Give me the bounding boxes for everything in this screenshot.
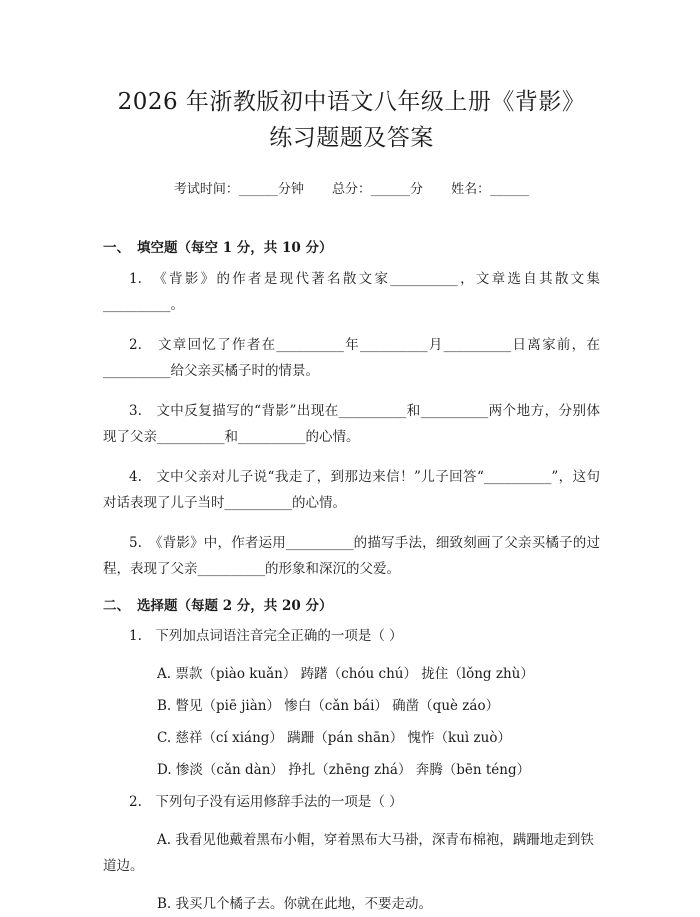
section-2-title: 选择题（每题 2 分，共 20 分）: [137, 598, 333, 614]
fill-question-3: 3. 文中反复描写的“背影”出现在__________和__________两个地方，分别体现了父亲__________和__________的心情。: [103, 403, 600, 445]
q1-option-c: C. 慈祥（cí xiáng） 蹒跚（pán shān） 愧怍（kuì zuò）: [157, 730, 511, 746]
q1-option-b: B. 瞥见（piē jiàn） 惨白（cǎn bái） 确凿（què záo）: [157, 698, 500, 714]
fill-question-1: 1. 《背影》的作者是现代著名散文家__________，文章选自其散文集__________。: [103, 271, 600, 313]
total-score: 总分：______分: [331, 182, 423, 197]
section-1-heading: [103, 236, 600, 256]
exam-time: 考试时间：______分钟: [173, 182, 304, 197]
section-2-number: 二、: [103, 598, 130, 614]
section-2-heading: [103, 594, 600, 614]
q2-option-a: A. 我看见他戴着黑布小帽，穿着黑布大马褂，深青布棉袍，蹒跚地走到铁道边。: [103, 832, 594, 874]
exam-info: [103, 178, 600, 197]
fill-question-2: 2. 文章回忆了作者在__________年__________月__________日离家前，在__________给父亲买橘子时的情景。: [103, 337, 600, 379]
title-line-1: 2026 年浙教版初中语文八年级上册《背影》: [117, 89, 586, 115]
fill-question-4: 4. 文中父亲对儿子说“我走了，到那边来信！”儿子回答“__________”，这句对话表现了儿子当时__________的心情。: [103, 469, 600, 511]
section-1-title: 填空题（每空 1 分，共 10 分）: [137, 240, 333, 256]
title-line-2: 练习题题及答案: [269, 125, 434, 151]
document-title: [103, 0, 600, 156]
fill-question-5: 5. 《背影》中，作者运用__________的描写手法，细致刻画了父亲买橘子的过程，表现了父亲__________的形象和深沉的父爱。: [103, 535, 600, 577]
choice-question-2: 2. 下列句子没有运用修辞手法的一项是（ ）: [129, 794, 403, 810]
choice-question-1: 1. 下列加点词语注音完全正确的一项是（ ）: [129, 628, 403, 644]
q1-option-d: D. 惨淡（cǎn dàn） 挣扎（zhēng zhá） 奔腾（bēn téng）: [157, 762, 531, 778]
q2-option-b: B. 我买几个橘子去。你就在此地，不要走动。: [157, 896, 433, 912]
student-name: 姓名：______: [451, 182, 530, 197]
q1-option-a: A. 票款（piào kuǎn） 踌躇（chóu chú） 拢住（lǒng zhù）: [157, 666, 534, 682]
section-1-number: 一、: [103, 240, 130, 256]
